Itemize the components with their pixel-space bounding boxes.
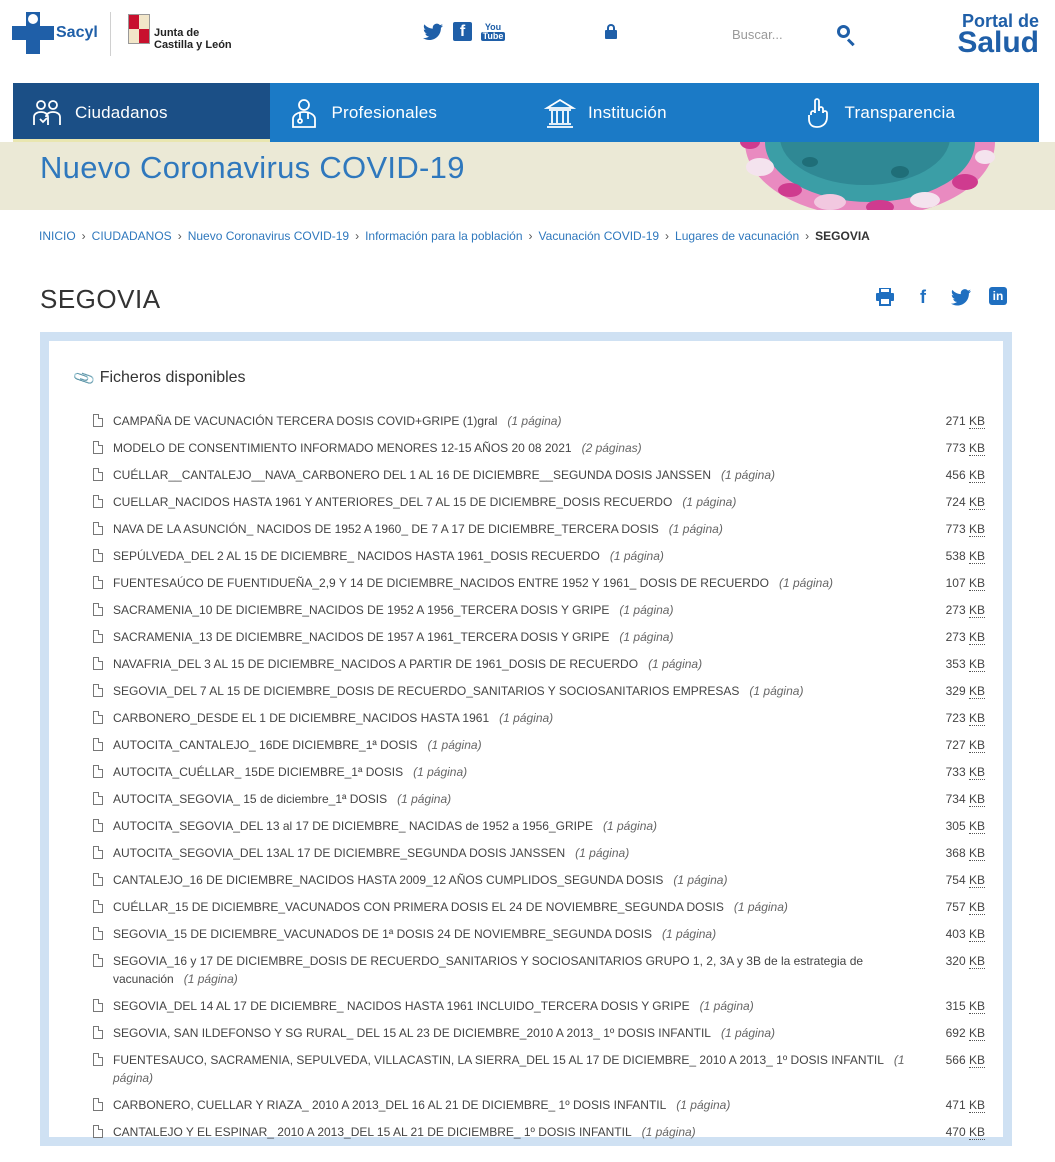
file-page-count: (1 página) (673, 873, 728, 887)
file-size-unit: KB (968, 1053, 985, 1067)
pdf-file-icon (93, 630, 103, 643)
file-size-value: 734 (945, 792, 966, 806)
file-size-unit: KB (968, 900, 985, 914)
file-size (946, 1096, 985, 1114)
file-size-unit: KB (968, 1026, 985, 1040)
section-banner (0, 142, 1055, 210)
list-item[interactable] (93, 817, 985, 835)
file-name-link[interactable]: SEGOVIA_16 y 17 DE DICIEMBRE_DOSIS DE RECUERDO_SANITARIOS Y SOCIOSANITARIOS GRUPO 1, 2, 3A y 3B de la estrategia de vacunación (113, 954, 864, 986)
file-name-link[interactable]: AUTOCITA_CUÉLLAR_ 15DE DICIEMBRE_1ª DOSIS (113, 765, 404, 779)
file-name-link[interactable]: FUENTESAÚCO DE FUENTIDUEÑA_2,9 Y 14 DE DICIEMBRE_NACIDOS ENTRE 1952 Y 1961_ DOSIS DE RECUERDO (113, 576, 769, 590)
file-name-link[interactable]: SEPÚLVEDA_DEL 2 AL 15 DE DICIEMBRE_ NACIDOS HASTA 1961_DOSIS RECUERDO (113, 549, 600, 563)
file-page-count: (1 página) (668, 522, 723, 536)
file-name-link[interactable]: FUENTESAUCO, SACRAMENIA, SEPULVEDA, VILLACASTIN, LA SIERRA_DEL 15 AL 17 DE DICIEMBRE_ 2010 A 2013_ 1º DOSIS INFANTIL (113, 1053, 884, 1067)
social-links (423, 20, 504, 44)
youtube-label-you: You (484, 22, 502, 32)
pdf-file-icon (93, 846, 103, 859)
file-size (946, 817, 985, 835)
file-size-unit: KB (968, 738, 985, 752)
youtube-icon[interactable] (482, 20, 504, 44)
list-item[interactable] (93, 997, 985, 1015)
file-size (946, 574, 985, 592)
breadcrumb-ciudadanos[interactable]: CIUDADANOS (91, 229, 172, 243)
nav-item-profesionales[interactable] (270, 83, 527, 142)
file-size-value: 733 (945, 765, 966, 779)
file-size (946, 790, 985, 808)
banner-title: Nuevo Coronavirus COVID-19 (40, 150, 465, 185)
pdf-file-icon (93, 792, 103, 805)
file-page-count: (1 página) (641, 1125, 696, 1139)
file-page-count: (1 página) (113, 1053, 905, 1085)
institution-icon (544, 97, 576, 129)
file-name-link[interactable]: SEGOVIA_DEL 7 AL 15 DE DICIEMBRE_DOSIS DE RECUERDO_SANITARIOS Y SOCIOSANITARIOS EMPRESAS (113, 684, 740, 698)
file-size-unit: KB (968, 873, 985, 887)
sacyl-cross-icon (12, 12, 54, 54)
coat-of-arms-icon (128, 14, 150, 44)
file-page-count: (1 página) (676, 1098, 731, 1112)
file-size-value: 773 (945, 441, 966, 455)
file-size-unit: KB (968, 576, 985, 590)
file-page-count: (1 página) (720, 468, 776, 482)
file-page-count: (1 página) (733, 900, 788, 914)
file-size-unit: KB (968, 468, 985, 482)
list-item[interactable] (93, 547, 985, 565)
breadcrumb-vacunacion[interactable]: Vacunación COVID-19 (538, 229, 660, 243)
file-size-unit: KB (968, 846, 985, 860)
file-size-unit: KB (968, 603, 985, 617)
file-name-link[interactable]: CANTALEJO Y EL ESPINAR_ 2010 A 2013_DEL 15 AL 21 DE DICIEMBRE_ 1º DOSIS INFANTIL (113, 1125, 632, 1139)
pdf-file-icon (93, 999, 103, 1012)
nav-label-institucion: Institución (588, 102, 667, 122)
file-size-unit: KB (968, 954, 985, 968)
pdf-file-icon (93, 441, 103, 454)
breadcrumb-separator-icon: › (665, 229, 670, 243)
list-item[interactable] (93, 1096, 985, 1114)
main-nav (13, 83, 1039, 142)
file-size-value: 403 (945, 927, 966, 941)
file-page-count: (1 página) (682, 495, 737, 509)
file-name-link[interactable]: SACRAMENIA_13 DE DICIEMBRE_NACIDOS DE 1957 A 1961_TERCERA DOSIS Y GRIPE (113, 630, 610, 644)
file-name-link[interactable]: NAVAFRIA_DEL 3 AL 15 DE DICIEMBRE_NACIDOS A PARTIR DE 1961_DOSIS DE RECUERDO (113, 657, 639, 671)
pdf-file-icon (93, 1026, 103, 1039)
file-page-count: (1 página) (699, 999, 754, 1013)
files-heading-label: Ficheros disponibles (99, 369, 246, 386)
pdf-file-icon (93, 657, 103, 670)
file-size-unit: KB (968, 711, 985, 725)
page-title: SEGOVIA (40, 284, 161, 314)
file-list (93, 412, 985, 1150)
breadcrumb-coronavirus[interactable]: Nuevo Coronavirus COVID-19 (187, 229, 350, 243)
file-name-link[interactable]: CARBONERO, CUELLAR Y RIAZA_ 2010 A 2013_DEL 16 AL 21 DE DICIEMBRE_ 1º DOSIS INFANTIL (113, 1098, 667, 1112)
file-size (946, 871, 985, 889)
breadcrumb-separator-icon: › (177, 229, 182, 243)
file-name-link[interactable]: CANTALEJO_16 DE DICIEMBRE_NACIDOS HASTA 2009_12 AÑOS CUMPLIDOS_SEGUNDA DOSIS (113, 873, 664, 887)
breadcrumb-inicio[interactable]: INICIO (39, 229, 76, 243)
file-size (946, 763, 985, 781)
file-size-unit: KB (968, 630, 985, 644)
file-size-value: 773 (945, 522, 966, 536)
file-size (946, 493, 985, 511)
pdf-file-icon (93, 1053, 103, 1066)
file-page-count: (1 página) (609, 549, 664, 563)
pdf-file-icon (93, 414, 103, 427)
file-name-link[interactable]: MODELO DE CONSENTIMIENTO INFORMADO MENORES 12-15 AÑOS 20 08 2021 (113, 441, 572, 455)
list-item[interactable] (93, 709, 985, 727)
file-size-unit: KB (968, 684, 985, 698)
pdf-file-icon (93, 468, 103, 481)
portal-logo-line2: Salud (957, 26, 1039, 59)
share-toolbar (875, 287, 1007, 307)
file-name-link[interactable]: SEGOVIA, SAN ILDEFONSO Y SG RURAL_ DEL 15 AL 23 DE DICIEMBRE_2010 A 2013_ 1º DOSIS INFANTIL (113, 1026, 711, 1040)
nav-item-institucion[interactable] (526, 83, 783, 142)
file-size (946, 412, 985, 430)
portal-de-salud-logo[interactable] (957, 12, 1039, 58)
pdf-file-icon (93, 900, 103, 913)
pdf-file-icon (93, 522, 103, 535)
nav-item-transparencia[interactable] (783, 83, 1040, 142)
file-size (946, 1051, 985, 1069)
file-page-count: (1 página) (603, 819, 658, 833)
file-size-unit: KB (968, 819, 985, 833)
pdf-file-icon (93, 954, 103, 967)
nav-label-profesionales: Profesionales (331, 102, 438, 122)
portal-logo-line1: Portal de (961, 11, 1039, 31)
breadcrumb-current: SEGOVIA (815, 229, 870, 243)
logo-divider (110, 12, 111, 56)
breadcrumb (39, 229, 870, 243)
pdf-file-icon (93, 549, 103, 562)
file-page-count: (1 página) (183, 972, 238, 986)
files-heading (72, 366, 246, 391)
file-name-link[interactable]: SEGOVIA_15 DE DICIEMBRE_VACUNADOS DE 1ª DOSIS 24 DE NOVIEMBRE_SEGUNDA DOSIS (113, 927, 653, 941)
file-page-count: (1 página) (619, 630, 674, 644)
file-size (946, 547, 985, 565)
file-size-value: 305 (945, 819, 966, 833)
file-size (946, 1024, 985, 1042)
file-size (946, 682, 985, 700)
file-size-unit: KB (968, 441, 985, 455)
file-size (946, 466, 985, 484)
pdf-file-icon (93, 576, 103, 589)
list-item[interactable] (93, 682, 985, 700)
file-size-unit: KB (968, 999, 985, 1013)
file-name-link[interactable]: CUÉLLAR_15 DE DICIEMBRE_VACUNADOS CON PRIMERA DOSIS EL 24 DE NOVIEMBRE_SEGUNDA DOSIS (113, 900, 724, 914)
file-page-count: (1 página) (507, 414, 562, 428)
junta-logo[interactable] (128, 12, 232, 51)
file-size-unit: KB (968, 657, 985, 671)
list-item[interactable] (93, 574, 985, 592)
file-name-link[interactable]: CUELLAR_NACIDOS HASTA 1961 Y ANTERIORES_DEL 7 AL 15 DE DICIEMBRE_DOSIS RECUERDO (113, 495, 673, 509)
file-size (946, 1123, 985, 1141)
file-size-value: 273 (945, 603, 966, 617)
file-name-link[interactable]: NAVA DE LA ASUNCIÓN_ NACIDOS DE 1952 A 1960_ DE 7 A 17 DE DICIEMBRE_TERCERA DOSIS (113, 522, 659, 536)
file-size-unit: KB (968, 495, 985, 509)
file-size (946, 736, 985, 754)
list-item[interactable] (93, 763, 985, 781)
file-size (946, 844, 985, 862)
pdf-file-icon (93, 711, 103, 724)
file-size-unit: KB (968, 1125, 985, 1139)
file-size-unit: KB (968, 414, 985, 428)
file-page-count: (1 página) (619, 603, 674, 617)
file-size-value: 754 (945, 873, 966, 887)
pdf-file-icon (93, 603, 103, 616)
list-item[interactable] (93, 925, 985, 943)
file-size (946, 520, 985, 538)
nav-label-ciudadanos: Ciudadanos (75, 102, 168, 122)
file-name-link[interactable]: CARBONERO_DESDE EL 1 DE DICIEMBRE_NACIDOS HASTA 1961 (113, 711, 490, 725)
list-item[interactable] (93, 655, 985, 673)
nav-label-transparencia: Transparencia (844, 102, 956, 122)
list-item[interactable] (93, 1123, 985, 1141)
junta-line2: Castilla y León (154, 39, 232, 51)
file-page-count: (1 página) (749, 684, 804, 698)
file-page-count: (2 páginas) (581, 441, 642, 455)
breadcrumb-separator-icon: › (805, 229, 810, 243)
breadcrumb-separator-icon: › (528, 229, 533, 243)
breadcrumb-separator-icon: › (81, 229, 86, 243)
file-page-count: (1 página) (778, 576, 834, 590)
file-size (946, 952, 985, 970)
file-size-unit: KB (968, 1098, 985, 1112)
pdf-file-icon (93, 738, 103, 751)
list-item[interactable] (93, 628, 985, 646)
virus-illustration-icon (720, 142, 1020, 210)
transparency-icon (801, 97, 833, 129)
file-size-value: 273 (945, 630, 966, 644)
search-input[interactable] (732, 22, 827, 46)
file-name-link[interactable]: AUTOCITA_SEGOVIA_DEL 13AL 17 DE DICIEMBRE_SEGUNDA DOSIS JANSSEN (113, 846, 566, 860)
list-item[interactable] (93, 736, 985, 754)
sacyl-logo[interactable] (12, 12, 112, 54)
file-name-link[interactable]: AUTOCITA_SEGOVIA_ 15 de diciembre_1ª DOSIS (113, 792, 388, 806)
youtube-label-tube: Tube (482, 31, 504, 41)
list-item[interactable] (93, 412, 985, 430)
list-item[interactable] (93, 871, 985, 889)
pdf-file-icon (93, 495, 103, 508)
file-size-unit: KB (968, 765, 985, 779)
pdf-file-icon (93, 765, 103, 778)
twitter-icon[interactable] (423, 20, 443, 44)
file-size-unit: KB (968, 522, 985, 536)
file-size-value: 692 (945, 1026, 966, 1040)
list-item[interactable] (93, 1051, 985, 1087)
pdf-file-icon (93, 1098, 103, 1111)
file-size-value: 724 (945, 495, 966, 509)
file-name-link[interactable]: AUTOCITA_CANTALEJO_ 16DE DICIEMBRE_1ª DOSIS (113, 738, 418, 752)
nav-item-ciudadanos[interactable] (13, 83, 270, 142)
file-name-link[interactable]: SEGOVIA_DEL 14 AL 17 DE DICIEMBRE_ NACIDOS HASTA 1961 INCLUIDO_TERCERA DOSIS Y GRIPE (113, 999, 690, 1013)
file-page-count: (1 página) (575, 846, 630, 860)
pdf-file-icon (93, 1125, 103, 1138)
list-item[interactable] (93, 898, 985, 916)
file-size-value: 471 (945, 1098, 966, 1112)
file-size-value: 368 (945, 846, 966, 860)
file-size (946, 628, 985, 646)
junta-line1: Junta de (154, 27, 200, 39)
files-panel (40, 332, 1012, 1146)
file-size (946, 655, 985, 673)
file-size-value: 456 (945, 468, 966, 482)
file-size-value: 566 (945, 1053, 966, 1067)
linkedin-share-icon[interactable]: in (989, 287, 1007, 305)
file-name-link[interactable]: CAMPAÑA DE VACUNACIÓN TERCERA DOSIS COVID+GRIPE (1)gral (113, 414, 498, 428)
file-size (946, 898, 985, 916)
top-header (0, 0, 1055, 83)
file-size (946, 709, 985, 727)
file-size-value: 315 (945, 999, 966, 1013)
file-size-value: 107 (945, 576, 966, 590)
file-size-value: 271 (945, 414, 966, 428)
list-item[interactable] (93, 844, 985, 862)
file-size-value: 329 (945, 684, 966, 698)
list-item[interactable] (93, 493, 985, 511)
list-item[interactable] (93, 952, 985, 988)
breadcrumb-lugares[interactable]: Lugares de vacunación (675, 229, 800, 243)
file-size-value: 757 (945, 900, 966, 914)
file-size (946, 925, 985, 943)
file-size-unit: KB (968, 549, 985, 563)
search-icon[interactable] (836, 24, 856, 44)
file-page-count: (1 página) (499, 711, 554, 725)
facebook-share-icon[interactable]: f (920, 286, 926, 307)
file-size-value: 320 (945, 954, 966, 968)
pdf-file-icon (93, 819, 103, 832)
file-size-value: 470 (945, 1125, 966, 1139)
file-size-unit: KB (968, 792, 985, 806)
file-size (946, 601, 985, 619)
file-size-value: 353 (945, 657, 966, 671)
file-size (946, 439, 985, 457)
file-page-count: (1 página) (648, 657, 703, 671)
file-size-value: 727 (945, 738, 966, 752)
list-item[interactable] (93, 601, 985, 619)
twitter-share-icon[interactable] (951, 287, 971, 307)
paperclip-icon: 📎 (72, 366, 97, 391)
list-item[interactable] (93, 790, 985, 808)
file-page-count: (1 página) (397, 792, 452, 806)
file-name-link[interactable]: SACRAMENIA_10 DE DICIEMBRE_NACIDOS DE 1952 A 1956_TERCERA DOSIS Y GRIPE (113, 603, 610, 617)
list-item[interactable] (93, 439, 985, 457)
pdf-file-icon (93, 684, 103, 697)
file-page-count: (1 página) (427, 738, 482, 752)
file-name-link[interactable]: CUÉLLAR__CANTALEJO__NAVA_CARBONERO DEL 1 AL 16 DE DICIEMBRE__SEGUNDA DOSIS JANSSEN (113, 468, 711, 482)
pdf-file-icon (93, 873, 103, 886)
lock-icon[interactable] (604, 24, 618, 40)
breadcrumb-separator-icon: › (355, 229, 360, 243)
file-name-link[interactable]: AUTOCITA_SEGOVIA_DEL 13 al 17 DE DICIEMBRE_ NACIDAS de 1952 a 1956_GRIPE (113, 819, 593, 833)
file-size-value: 723 (945, 711, 966, 725)
sacyl-logo-text: Sacyl (56, 24, 98, 41)
professionals-icon (288, 97, 320, 129)
breadcrumb-informacion[interactable]: Información para la población (365, 229, 523, 243)
pdf-file-icon (93, 927, 103, 940)
list-item[interactable] (93, 520, 985, 538)
file-size (946, 997, 985, 1015)
file-size-value: 538 (945, 549, 966, 563)
print-icon[interactable] (875, 287, 895, 307)
list-item[interactable] (93, 1024, 985, 1042)
file-page-count: (1 página) (662, 927, 717, 941)
list-item[interactable] (93, 466, 985, 484)
file-page-count: (1 página) (413, 765, 468, 779)
file-size-unit: KB (968, 927, 985, 941)
citizens-icon (31, 97, 63, 129)
file-page-count: (1 página) (720, 1026, 776, 1040)
facebook-icon[interactable]: f (453, 22, 472, 41)
